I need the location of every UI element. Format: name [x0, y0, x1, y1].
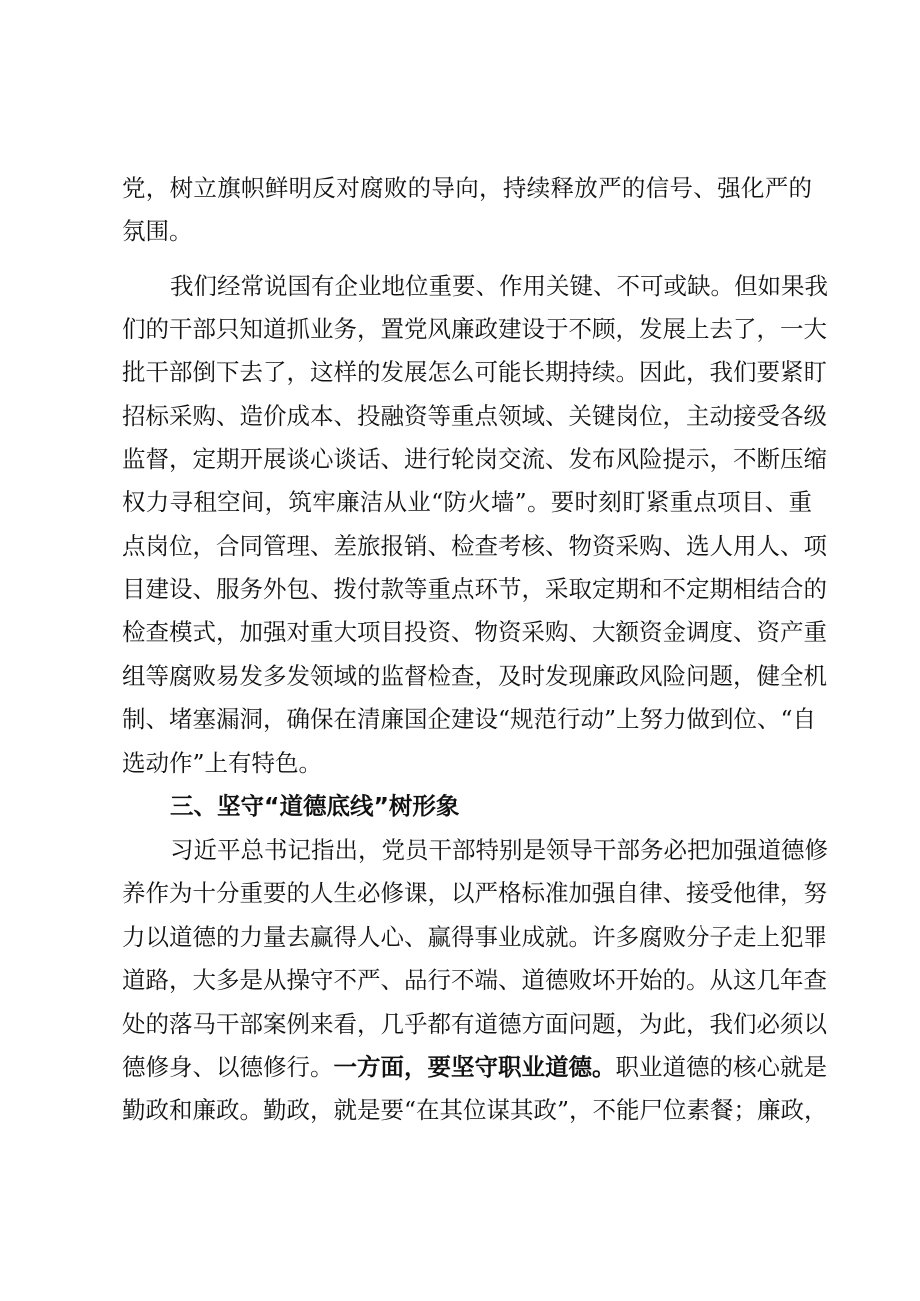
paragraph-line: 检查模式，加强对重大项目投资、物资采购、大额资金调度、资产重 [122, 618, 827, 646]
section-heading: 三、坚守“道德底线”树形象 [170, 792, 460, 820]
paragraph-line: 招标采购、造价成本、投融资等重点领域、关键岗位，主动接受各级 [122, 402, 827, 430]
paragraph-line: 点岗位，合同管理、差旅报销、检查考核、物资采购、选人用人、项 [122, 532, 827, 560]
line-text: 德修身、以德修行。 [122, 1053, 334, 1081]
line-text: 职业道德的核心就是 [615, 1053, 827, 1081]
paragraph-line: 目建设、服务外包、拨付款等重点环节，采取定期和不定期相结合的 [122, 575, 827, 603]
paragraph-line: 批干部倒下去了，这样的发展怎么可能长期持续。因此，我们要紧盯 [122, 358, 827, 386]
paragraph-line: 道路，大多是从操守不严、品行不端、道德败坏开始的。从这几年查 [122, 966, 827, 994]
paragraph-line-mixed [122, 1050, 827, 1084]
paragraph-line: 党，树立旗帜鲜明反对腐败的导向，持续释放严的信号、强化严的 [122, 174, 812, 202]
paragraph-line: 们的干部只知道抓业务，置党风廉政建设于不顾，发展上去了，一大 [122, 315, 827, 343]
paragraph-line: 组等腐败易发多发领域的监督检查，及时发现廉政风险问题，健全机 [122, 662, 827, 690]
paragraph-line: 力以道德的力量去赢得人心、赢得事业成就。许多腐败分子走上犯罪 [122, 923, 827, 951]
paragraph-line: 养作为十分重要的人生必修课，以严格标准加强自律、接受他律，努 [122, 879, 827, 907]
paragraph-line: 权力寻租空间，筑牢廉洁从业“防火墙”。要时刻盯紧重点项目、重 [122, 488, 812, 516]
paragraph-line: 勤政和廉政。勤政，就是要“在其位谋其政”，不能尸位素餐；廉政， [122, 1096, 828, 1124]
paragraph-line: 选动作”上有特色。 [122, 749, 323, 777]
paragraph-line: 氛围。 [122, 217, 193, 245]
paragraph-line: 习近平总书记指出，党员干部特别是领导干部务必把加强道德修 [170, 836, 828, 864]
paragraph-line: 我们经常说国有企业地位重要、作用关键、不可或缺。但如果我 [170, 272, 828, 300]
paragraph-line: 制、堵塞漏洞，确保在清廉国企建设“规范行动”上努力做到位、“自 [122, 705, 817, 733]
bold-emphasis: 一方面，要坚守职业道德。 [333, 1053, 616, 1081]
paragraph-line: 监督，定期开展谈心谈话、进行轮岗交流、发布风险提示，不断压缩 [122, 445, 827, 473]
paragraph-line: 处的落马干部案例来看，几乎都有道德方面问题，为此，我们必须以 [122, 1010, 827, 1038]
